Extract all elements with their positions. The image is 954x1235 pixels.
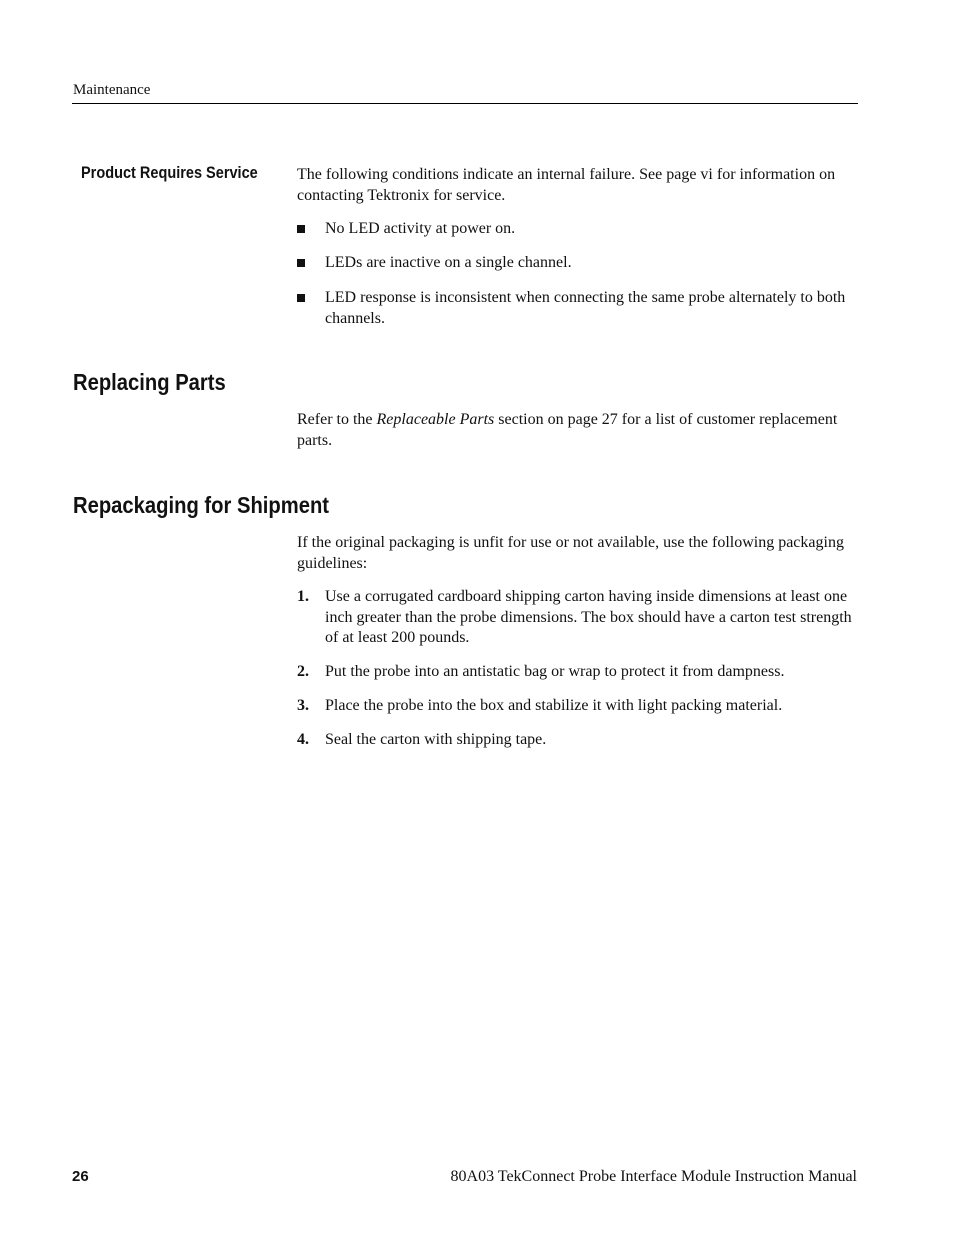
header-rule <box>72 103 858 104</box>
service-intro: The following conditions indicate an internal failure. See page vi for information on contacting Tektronix for service. <box>297 166 836 204</box>
list-item <box>297 219 863 240</box>
replacing-text-start: Refer to the <box>297 411 377 428</box>
bullet-marker <box>297 253 305 274</box>
step-text: Seal the carton with shipping tape. <box>325 731 547 748</box>
manual-title: 80A03 TekConnect Probe Interface Module Instruction Manual <box>450 1168 857 1185</box>
step-number: 1. <box>297 588 309 605</box>
step-number: 2. <box>297 663 309 680</box>
replacing-text-end: section on page 27 for a list of customer replacement parts. <box>297 411 838 449</box>
running-header: Maintenance <box>73 82 151 98</box>
numbered-step <box>297 730 863 751</box>
product-requires-service-heading: Product Requires Service <box>81 164 258 182</box>
step-text: Place the probe into the box and stabilize it with light packing material. <box>325 697 783 714</box>
numbered-step <box>297 696 863 717</box>
step-text: Use a corrugated cardboard shipping carton having inside dimensions at least one inch greater than the probe dimensions. The box should have a carton test strength of at least 200 pounds. <box>325 588 852 646</box>
page-number: 26 <box>72 1168 89 1185</box>
list-item <box>297 253 863 274</box>
replacing-parts-text <box>297 410 863 451</box>
list-item-text: LEDs are inactive on a single channel. <box>325 254 572 271</box>
replaceable-parts-reference: Replaceable Parts <box>376 411 495 428</box>
list-item-text: LED response is inconsistent when connecting the same probe alternately to both channels. <box>325 289 846 327</box>
bullet-marker <box>297 288 305 309</box>
step-number: 3. <box>297 697 309 714</box>
repackaging-intro: If the original packaging is unfit for use or not available, use the following packaging guidelines: <box>297 534 844 572</box>
list-item <box>297 288 863 329</box>
numbered-step <box>297 587 863 649</box>
repackaging-heading: Repackaging for Shipment <box>73 492 330 518</box>
bullet-marker <box>297 219 305 240</box>
list-item-text: No LED activity at power on. <box>325 220 516 237</box>
step-text: Put the probe into an antistatic bag or wrap to protect it from dampness. <box>325 663 785 680</box>
numbered-step <box>297 662 863 683</box>
step-number: 4. <box>297 731 309 748</box>
replacing-parts-heading: Replacing Parts <box>73 369 226 395</box>
